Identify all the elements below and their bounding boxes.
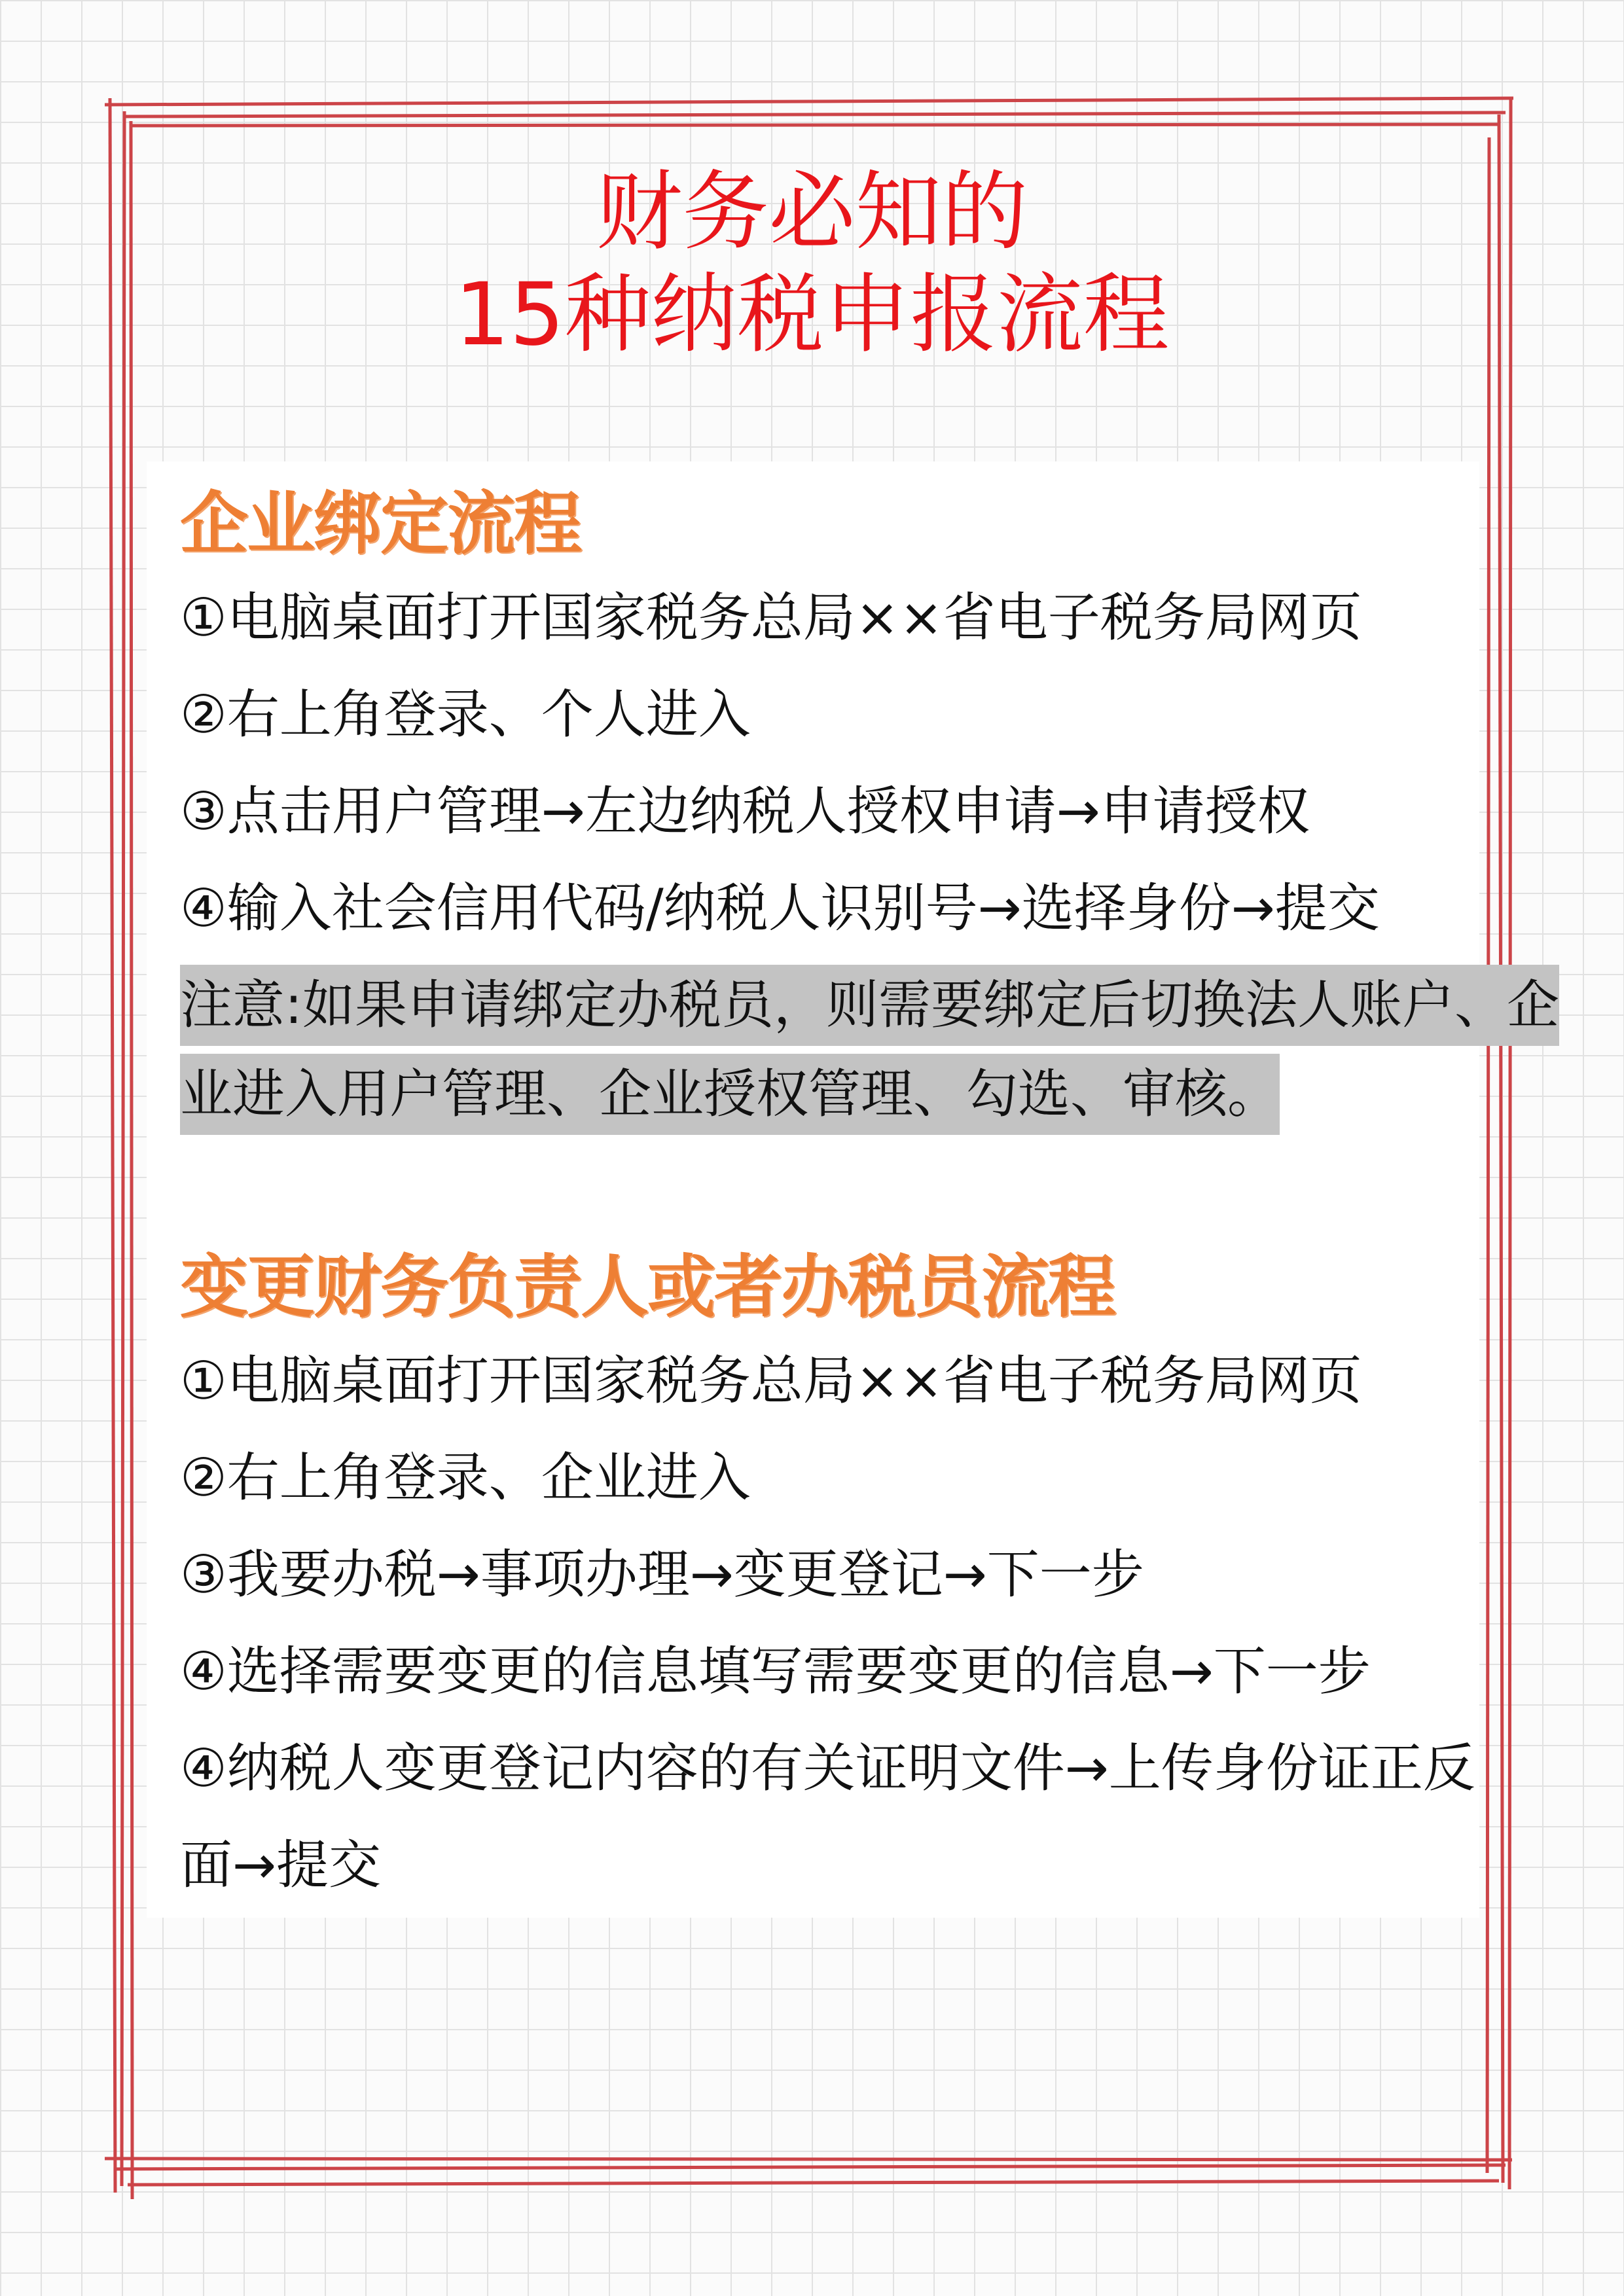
note-line: 注意:如果申请绑定办税员，则需要绑定后切换法人账户、企 <box>180 965 1559 1046</box>
note-line: 业进入用户管理、企业授权管理、勾选、审核。 <box>180 1054 1280 1135</box>
page-title-line-1: 财务必知的 <box>596 162 1028 262</box>
spacer <box>180 1143 1489 1241</box>
step-item: ④输入社会信用代码/纳税人识别号→选择身份→提交 <box>180 878 1380 939</box>
step-item: ①电脑桌面打开国家税务总局××省电子税务局网页 <box>180 587 1362 648</box>
section-enterprise-binding <box>180 478 1559 1135</box>
step-item: ②右上角登录、个人进入 <box>180 684 751 745</box>
step-item-continuation: 面→提交 <box>180 1835 382 1895</box>
step-item: ③我要办税→事项办理→变更登记→下一步 <box>180 1544 1144 1605</box>
content <box>180 478 1559 1914</box>
step-item: ④选择需要变更的信息填写需要变更的信息→下一步 <box>180 1641 1371 1702</box>
section-heading: 变更财务负责人或者办税员流程 <box>180 1247 1115 1327</box>
step-item: ③点击用户管理→左边纳税人授权申请→申请授权 <box>180 781 1310 842</box>
page-title-line-2: 15种纳税申报流程 <box>454 264 1170 365</box>
section-change-responsible-person <box>180 1241 1489 1914</box>
step-item: ②右上角登录、企业进入 <box>180 1447 751 1508</box>
section-heading: 企业绑定流程 <box>180 484 581 564</box>
step-item: ①电脑桌面打开国家税务总局××省电子税务局网页 <box>180 1350 1362 1411</box>
step-item: ④纳税人变更登记内容的有关证明文件→上传身份证正反 <box>180 1738 1475 1799</box>
